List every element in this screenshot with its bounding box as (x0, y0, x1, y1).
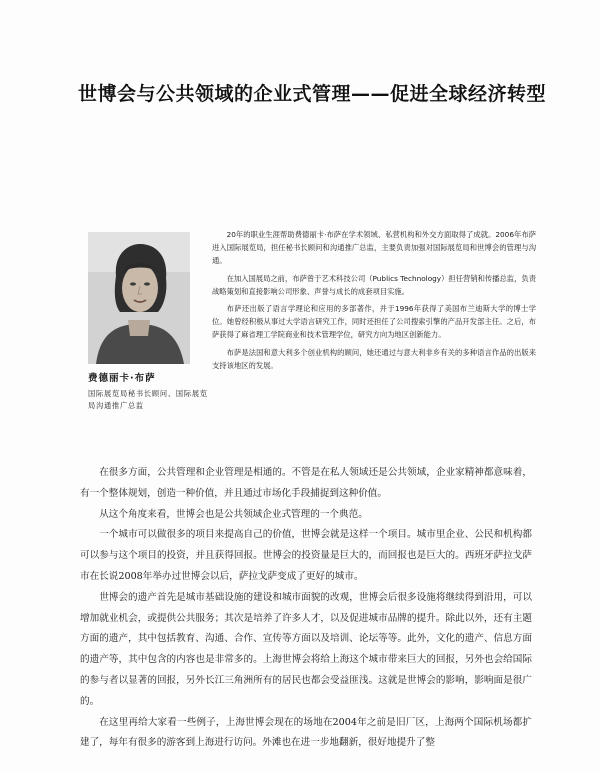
bio-paragraph: 20年的职业生涯帮助费德丽卡·布萨在学术领域、私营机构和外交方面取得了成就。2006年布萨进入国际展览局，担任秘书长顾问和沟通推广总监，主要负责加强对国际展览局和世博会的管理与沟通。 (212, 230, 536, 266)
bio-paragraph: 在加入国展局之前，布萨曾于艺术科技公司（Publics Technology）担任营销和传播总监，负责战略策划和直接影响公司形象、声誉与成长的成套项目实施。 (212, 273, 536, 296)
portrait-illustration (88, 232, 190, 364)
body-paragraph: 从这个角度来看，世博会也是公共领域企业式管理的一个典范。 (99, 508, 368, 520)
person-role: 国际展览局秘书长顾问、国际展览局沟通推广总监 (88, 389, 208, 410)
portrait-photo (88, 232, 190, 364)
body-paragraph: 在很多方面，公共管理和企业管理是相通的。不管是在私人领域还是公共领域，企业家精神都意味着，有一个整体规划，创造一种价值，并且通过市场化手段捕捉到这种价值。 (80, 467, 532, 499)
body-paragraph: 一个城市可以做很多的项目来提高自己的价值，世博会就是这样一个项目。城市里企业、公民和机构都可以参与这个项目的投资，并且获得回报。世博会的投资量是巨大的，而回报也是巨大的。西班牙萨拉戈萨市在长说2008年举办过世博会以后，萨拉戈萨变成了更好的城市。 (80, 529, 532, 582)
article-body (80, 463, 532, 754)
person-name: 费德丽卡·布萨 (88, 373, 156, 384)
article-title: 世博会与公共领域的企业式管理——促进全球经济转型 (78, 82, 547, 105)
body-paragraph: 在这里再给大家看一些例子，上海世博会现在的场地在2004年之前是旧厂区，上海两个国际机场都扩建了，每年有很多的游客到上海进行访问。外滩也在进一步地翻新，很好地提升了整 (80, 716, 532, 749)
body-paragraph: 世博会的遗产首先是城市基础设施的建设和城市面貌的改观，世博会后很多设施将继续得到沿用，可以增加就业机会，或提供公共服务；其次是培养了许多人才，以及促进城市品牌的提升。除此以外，还有主题方面的遗产，其中包括教育、沟通、合作、宣传等方面以及培训、论坛等等。此外，文化的遗产、信息方面的遗产等，其中包含的内容也是非常多的。上海世博会将给上海这个城市带来巨大的回报，另外也会给国际的参与者以显著的回报，另外长江三角洲所有的居民也都会受益匪浅。这就是世博会的影响，影响面是很广的。 (80, 591, 532, 707)
photo-caption (88, 372, 208, 412)
bio-paragraph: 布萨是法国和意大利多个创业机构的顾问，她还通过与意大利非乡有关的多种语言作品的出版来支持该地区的发展。 (212, 347, 536, 370)
biography (212, 228, 536, 376)
bio-paragraph: 布萨还出版了语言学理论和应用的多部著作，并于1996年获得了美国布兰迪斯大学的博士学位。她曾经积极从事过大学语言研究工作，同时还担任了公司搜索引擎的产品开发部主任。之后，布萨获得了麻省理工学院商业和技术管理学位，研究方向为地区创新能力。 (212, 304, 536, 340)
